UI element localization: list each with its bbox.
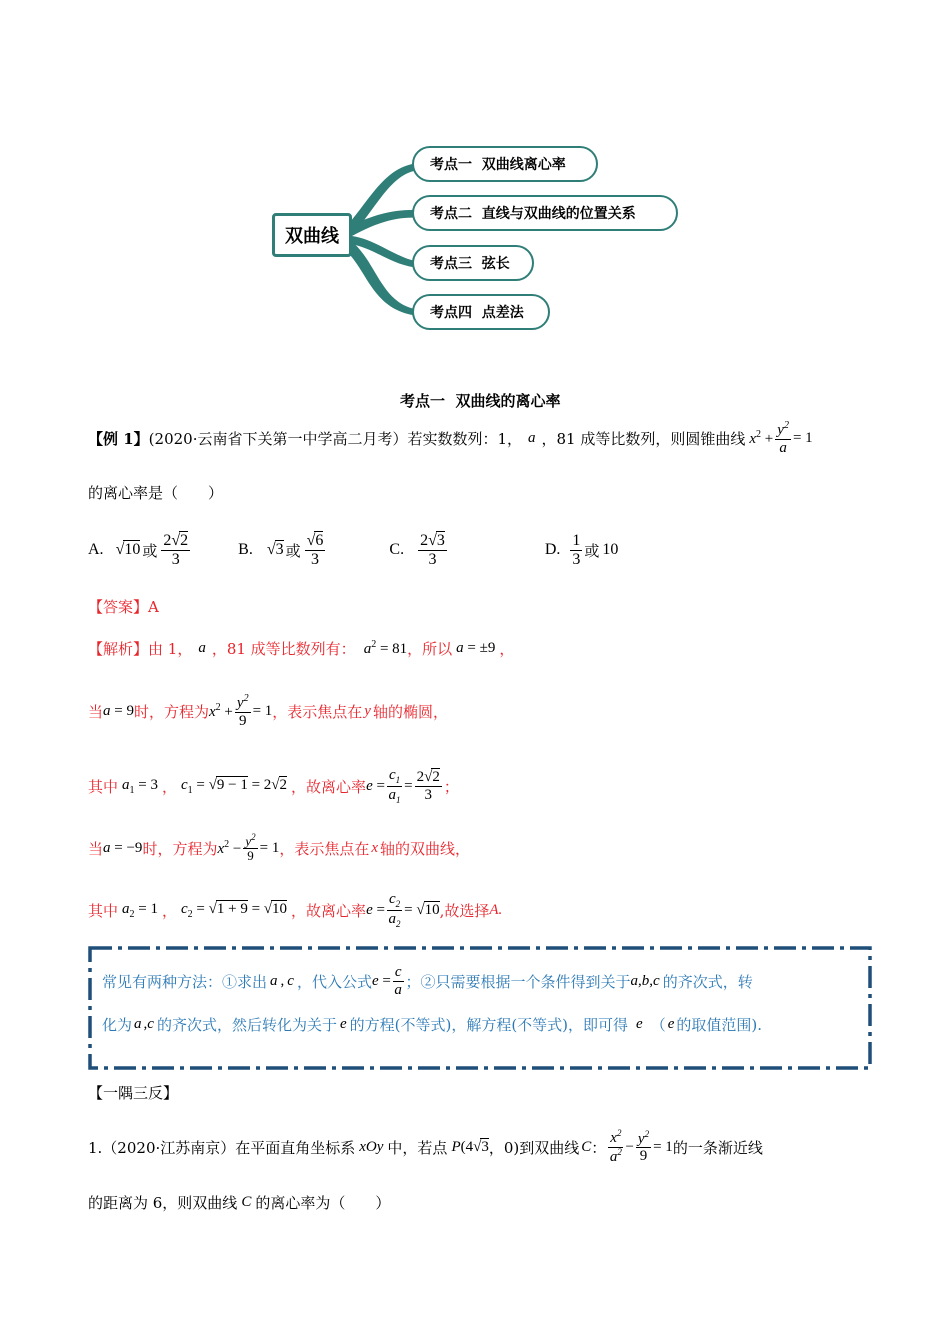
practice-q1-line-1: 1.（2020·江苏南京）在平面直角坐标系 xOy 中，若点 P (4√3 ，0)到双曲线 C ： $\frac{x^2}{a^2}$ − $\frac{y^2}{9}$ = 1 的一条渐近线 — [88, 1128, 763, 1165]
mindmap-center: 双曲线 — [272, 213, 352, 257]
analysis-line-4: 当 a = −9 时，方程为 $x^2$ − $\frac{y^2}{9}$ = 1 ，表示焦点在 x 轴的双曲线， — [88, 831, 471, 864]
tip-line-1: 常见有两种方法：①求出 a , c ，代入公式 e = $\frac{c}{a}$ ；②只需要根据一个条件得到关于 a , b , c 的齐次式，转 — [102, 964, 753, 998]
mindmap-item-3: 考点三 弦长 — [412, 245, 534, 281]
example-tail: 的离心率是（ ） — [88, 484, 224, 502]
analysis-line-5: 其中 $a_2 = 1$ ， $c_2 = √1 + 9 = √10$ ，故离心率 e = $\frac{c_2}{a_2}$ = √10 ,故选择 A. — [88, 890, 503, 929]
mindmap-item-4: 考点四 点差法 — [412, 294, 550, 330]
option-a-label: A. — [88, 541, 104, 558]
options-row: A. √10 或 $\frac{2√2}{3}$ B. √3 或 $\frac{√6}{3}$ C. $\frac{2√3}{3}$ D. $\frac{1}{3}$ 或 10 — [88, 531, 619, 568]
analysis-line-2: 当 a = 9 时，方程为 $x^2$ + $\frac{y^2}{9}$ = 1 ，表示焦点在 y 轴的椭圆， — [88, 693, 448, 729]
example-question: 【例 1】 (2020·云南省下关第一中学高二月考）若实数数列：1， a ，81 成等比数列，则圆锥曲线 $x^2$ + $\frac{y^2}{a}$ = 1 — [88, 420, 813, 456]
frac-y2-a: $\frac{y^2}{a}$ — [777, 420, 789, 456]
practice-q1-line-2: 的距离为 6，则双曲线 C 的离心率为（ ） — [88, 1194, 391, 1212]
analysis-line-3: 其中 $a_1 = 3$ ， $c_1 = √9 - 1 = 2√2$ ，故离心率 e = $\frac{c_1}{a_1}$ = $\frac{2√2}{3}$ ； — [88, 766, 459, 805]
mindmap-item-1: 考点一 双曲线离心率 — [412, 146, 598, 182]
analysis-line-1: 【解析】 由 1， a ，81 成等比数列有： $a^2 = 81$ ，所以 a = ±9 ， — [88, 639, 515, 658]
tip-line-2: 化为 a , c 的齐次式，然后转化为关于 e 的方程(不等式)，解方程(不等式)，即可得 e （ e 的取值范围). — [102, 1016, 763, 1034]
mindmap-item-2: 考点二 直线与双曲线的位置关系 — [412, 195, 678, 231]
option-b-label: B. — [238, 541, 253, 558]
option-c-label: C. — [389, 541, 405, 558]
example-source: (2020·云南省下关第一中学高二月考）若实数数列：1， — [148, 429, 523, 448]
option-d-label: D. — [544, 541, 561, 558]
example-mid: ，81 成等比数列，则圆锥曲线 — [541, 429, 746, 448]
answer-line: 【答案】 A — [88, 597, 159, 616]
example-tag: 【例 1】 — [88, 429, 149, 448]
practice-tag: 【一隅三反】 — [88, 1084, 179, 1102]
section-title: 考点一 双曲线的离心率 — [400, 392, 561, 410]
